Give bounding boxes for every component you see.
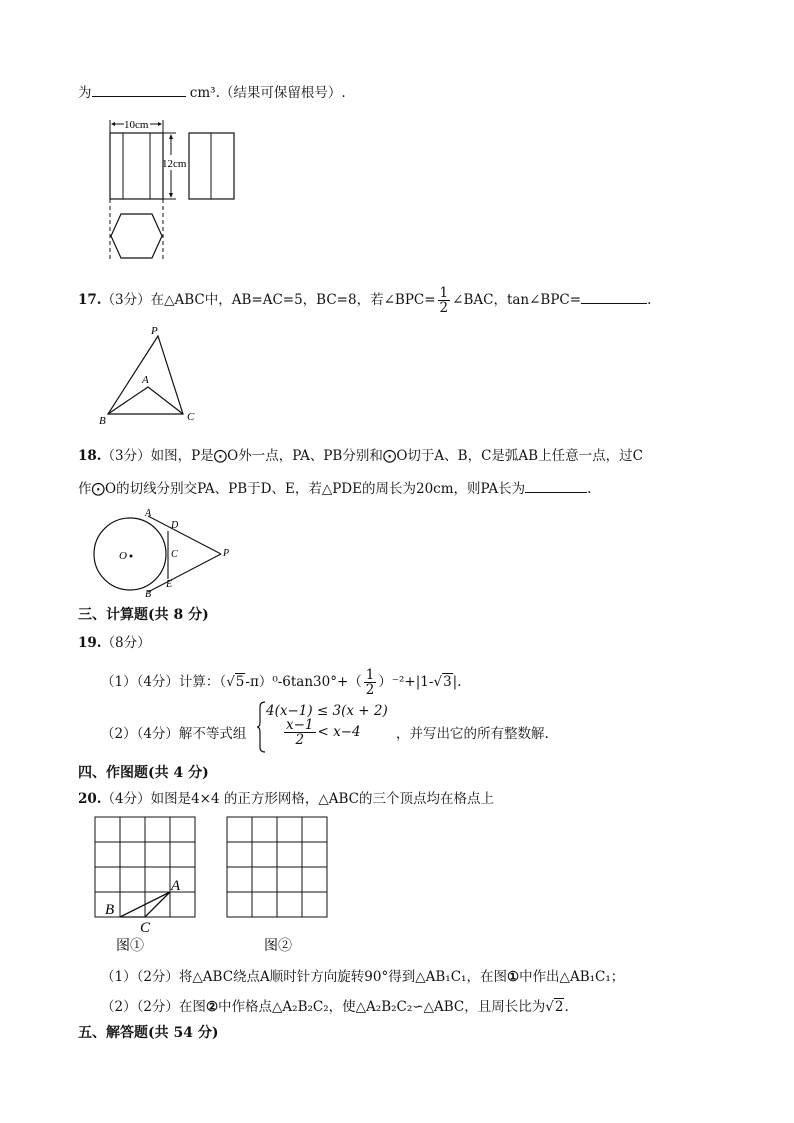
q18-number: 18. <box>78 448 102 464</box>
q18-score: （3分） <box>101 448 151 464</box>
q18-label-o: O <box>119 550 127 562</box>
q16-width-label: 10cm <box>124 119 149 131</box>
q19-p2-end: ，并写出它的所有整数解. <box>396 726 549 742</box>
q16-answer-blank[interactable] <box>92 82 186 97</box>
q19-ineq2-num: x−1 <box>286 717 314 733</box>
q20-fig1-caption: 图① <box>116 939 144 954</box>
q19-number: 19. <box>78 635 102 651</box>
q19-part1: （1）（4分）计算：（√5-π）⁰-6tan30°+（ $\frac{1}{2}$ ）⁻²+|1-√3|. <box>101 667 462 698</box>
q20-score: （4分） <box>101 791 151 807</box>
q16-height-label: 12cm <box>162 158 187 170</box>
q20-p1-a: （1）（2分）将△ABC绕点A顺时针方向旋转90°得到△AB₁C₁，在图 <box>101 969 507 985</box>
q18-label-e: E <box>166 579 173 590</box>
q18-end: . <box>587 481 592 497</box>
q20-label-b: B <box>105 902 115 918</box>
q18-answer-blank[interactable] <box>525 478 587 493</box>
q18-label-c: C <box>171 549 178 560</box>
q17-text-b: ∠BAC，tan∠BPC= <box>452 292 582 308</box>
q20-grid-figure-2 <box>222 814 334 956</box>
q19-p1-label: （1）（4分）计算：（ <box>101 674 227 690</box>
q20-stem <box>78 790 494 808</box>
q20-p2-circle: ② <box>205 999 219 1015</box>
q19-p1-sqrt5: 5 <box>235 674 245 690</box>
q20-part1 <box>101 968 624 986</box>
q18-label-p: P <box>223 548 230 559</box>
q18-stem-line1 <box>78 447 643 465</box>
q20-p2-a: （2）（2分）在图 <box>101 999 206 1015</box>
q19-ineq2-den: 2 <box>295 732 305 748</box>
section-3-title: 三、计算题(共 8 分) <box>78 607 209 623</box>
q20-text: 如图是4×4 的正方形网格，△ABC的三个顶点均在格点上 <box>150 791 495 807</box>
q19-p1-sqrt3: 3 <box>443 674 452 690</box>
q18-line1: 如图，P是⨀O外一点，PA、PB分别和⨀O切于A、B，C是弧AB上任意一点，过C <box>150 448 643 464</box>
q20-grid-figure-1 <box>90 814 202 956</box>
q19-p1-fraction <box>364 668 377 697</box>
q17-text-a: 在△ABC中，AB=AC=5，BC=8，若∠BPC= <box>150 292 436 308</box>
q20-p2-end: . <box>564 999 569 1015</box>
q19-p1-mid: -π）⁰-6tan30°+（ <box>245 674 362 690</box>
q17-number: 17. <box>78 292 102 308</box>
q18-circle-figure <box>90 505 240 597</box>
q20-p2-sqrt: 2 <box>554 999 564 1015</box>
q20-number: 20. <box>78 791 102 807</box>
q17-triangle-figure <box>95 322 205 430</box>
q18-stem-line2 <box>78 478 591 498</box>
q20-label-a: A <box>171 878 181 894</box>
q19-p1-frac-den: 2 <box>365 682 375 698</box>
q17-frac-num: 1 <box>439 285 449 301</box>
q20-fig2-caption: 图② <box>264 939 292 954</box>
q17-label-b: B <box>99 415 106 427</box>
q17-label-c: C <box>187 411 195 423</box>
q19-brace-icon <box>256 701 266 753</box>
q18-label-d: D <box>171 520 179 531</box>
q20-part2: （2）（2分）在图②中作格点△A₂B₂C₂，使△A₂B₂C₂∽△ABC，且周长比为√2. <box>101 999 569 1015</box>
q19-stem <box>78 634 151 652</box>
section-5-title: 五、解答题(共 54 分) <box>78 1025 219 1041</box>
q19-score: （8分） <box>101 635 151 651</box>
q18-label-a: A <box>145 508 152 519</box>
q20-p1-b: 中作出△AB₁C₁； <box>519 969 625 985</box>
q20-p2-b: 中作格点△A₂B₂C₂，使△A₂B₂C₂∽△ABC，且周长比为 <box>218 999 546 1015</box>
q18-label-b: B <box>145 589 152 597</box>
q19-p1-frac-num: 1 <box>365 667 375 683</box>
q17-stem <box>78 286 651 315</box>
q17-score: （3分） <box>101 292 151 308</box>
q19-p2-label: （2）（4分）解不等式组 <box>101 726 247 742</box>
q17-frac-den: 2 <box>439 300 449 316</box>
q17-label-p: P <box>151 325 158 337</box>
q18-line2: 作⨀O的切线分别交PA、PB于D、E，若△PDE的周长为20cm，则PA长为 <box>78 481 526 497</box>
q16-note: .（结果可保留根号）. <box>215 85 346 101</box>
q17-answer-blank[interactable] <box>581 289 647 304</box>
q20-p1-circle: ① <box>506 969 520 985</box>
q17-fraction <box>438 286 451 315</box>
q17-end: . <box>647 292 652 308</box>
q17-label-a: A <box>142 374 149 386</box>
q19-ineq2 <box>282 718 361 747</box>
q19-p1-end: |. <box>452 674 462 690</box>
q20-label-c: C <box>140 920 151 936</box>
q19-p1-after: ）⁻²+|1- <box>378 674 434 690</box>
q19-ineq2-rhs: < x−4 <box>317 724 361 740</box>
q19-ineq1: 4(x−1) ≤ 3(x + 2) <box>266 703 388 719</box>
q16-prefix: 为 <box>78 85 92 101</box>
q16-unit: cm³ <box>189 85 216 101</box>
q19-ineq2-frac <box>284 718 316 747</box>
q16-answer-line <box>78 82 346 102</box>
section-4-title: 四、作图题(共 4 分) <box>78 765 209 781</box>
q16-three-view-figure <box>100 112 240 262</box>
